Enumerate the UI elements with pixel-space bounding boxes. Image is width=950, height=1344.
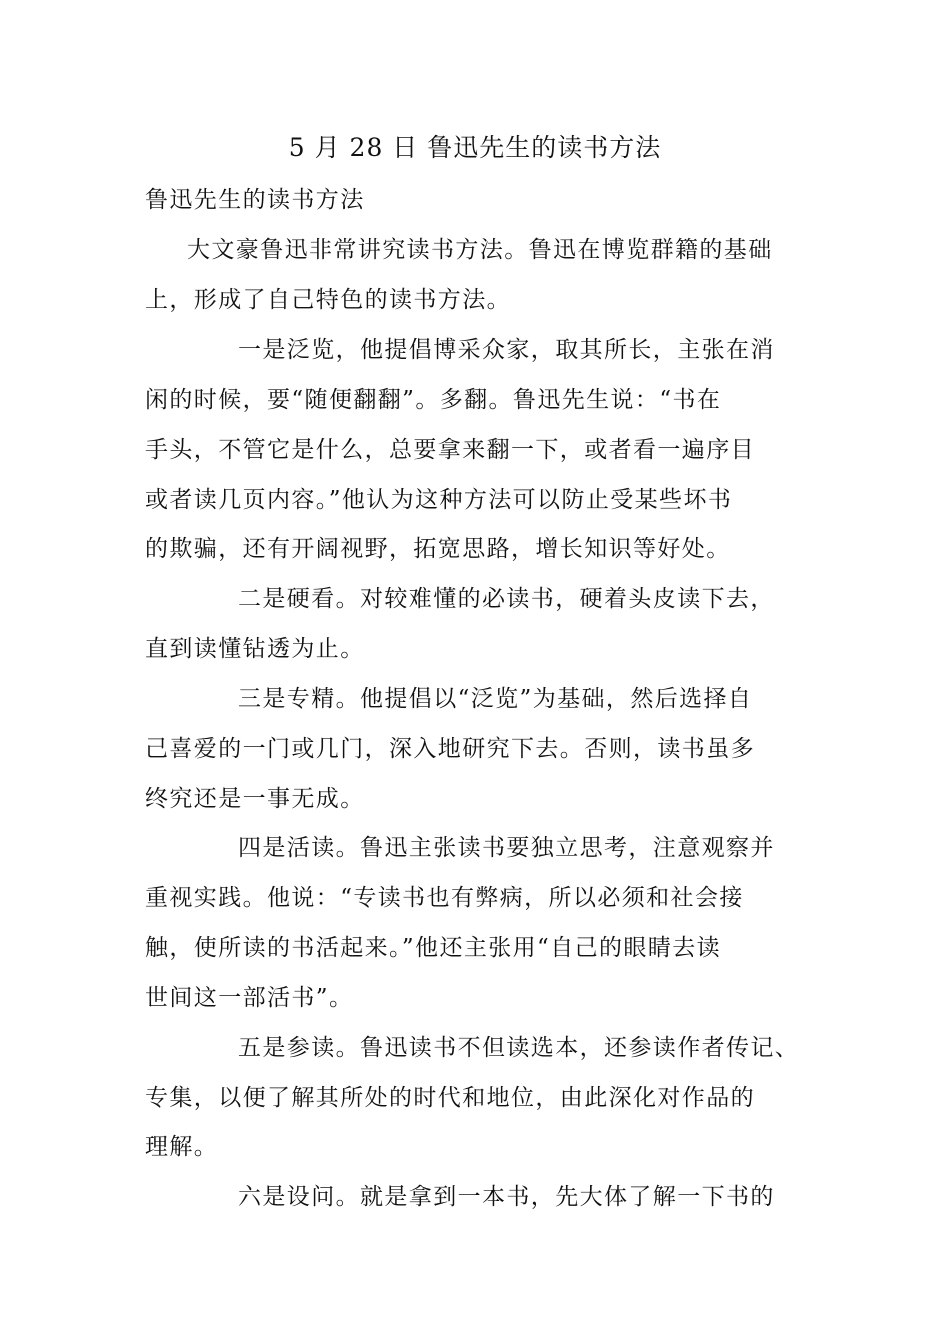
method-3-line-2: 己喜爱的一门或几门，深入地研究下去。否则，读书虽多 bbox=[145, 736, 755, 762]
method-4-line-3: 触，使所读的书活起来。”他还主张用“自己的眼睛去读 bbox=[145, 935, 722, 961]
method-4-line-2: 重视实践。他说：“专读书也有弊病，所以必须和社会接 bbox=[145, 885, 744, 911]
intro-line-2: 上，形成了自己特色的读书方法。 bbox=[145, 287, 511, 313]
method-5-line-1: 五是参读。鲁迅读书不但读选本，还参读作者传记、 bbox=[238, 1035, 800, 1061]
method-1-line-2: 闲的时候，要“随便翻翻”。多翻。鲁迅先生说：“书在 bbox=[145, 387, 722, 413]
method-5-line-2: 专集，以便了解其所处的时代和地位，由此深化对作品的 bbox=[145, 1085, 755, 1111]
document-title: 5 月 28 日 鲁迅先生的读书方法 bbox=[288, 133, 662, 162]
method-1-line-5: 的欺骗，还有开阔视野，拓宽思路，增长知识等好处。 bbox=[145, 536, 731, 562]
method-4-line-1: 四是活读。鲁迅主张读书要独立思考，注意观察并 bbox=[238, 835, 775, 861]
subtitle: 鲁迅先生的读书方法 bbox=[145, 187, 365, 213]
method-2-line-1: 二是硬看。对较难懂的必读书，硬着头皮读下去， bbox=[238, 586, 775, 612]
method-5-line-3: 理解。 bbox=[145, 1134, 219, 1160]
method-6-line-1: 六是设问。就是拿到一本书，先大体了解一下书的 bbox=[238, 1184, 775, 1210]
method-3-line-1: 三是专精。他提倡以“泛览”为基础，然后选择自 bbox=[238, 686, 753, 712]
method-4-line-4: 世间这一部活书”。 bbox=[145, 985, 354, 1011]
method-1-line-4: 或者读几页内容。”他认为这种方法可以防止受某些坏书 bbox=[145, 487, 733, 513]
method-2-line-2: 直到读懂钻透为止。 bbox=[145, 636, 365, 662]
method-3-line-3: 终究还是一事无成。 bbox=[145, 786, 365, 812]
intro-line-1: 大文豪鲁迅非常讲究读书方法。鲁迅在博览群籍的基础 bbox=[187, 237, 773, 263]
method-1-line-1: 一是泛览，他提倡博采众家，取其所长，主张在消 bbox=[238, 337, 775, 363]
method-1-line-3: 手头，不管它是什么，总要拿来翻一下，或者看一遍序目 bbox=[145, 437, 755, 463]
